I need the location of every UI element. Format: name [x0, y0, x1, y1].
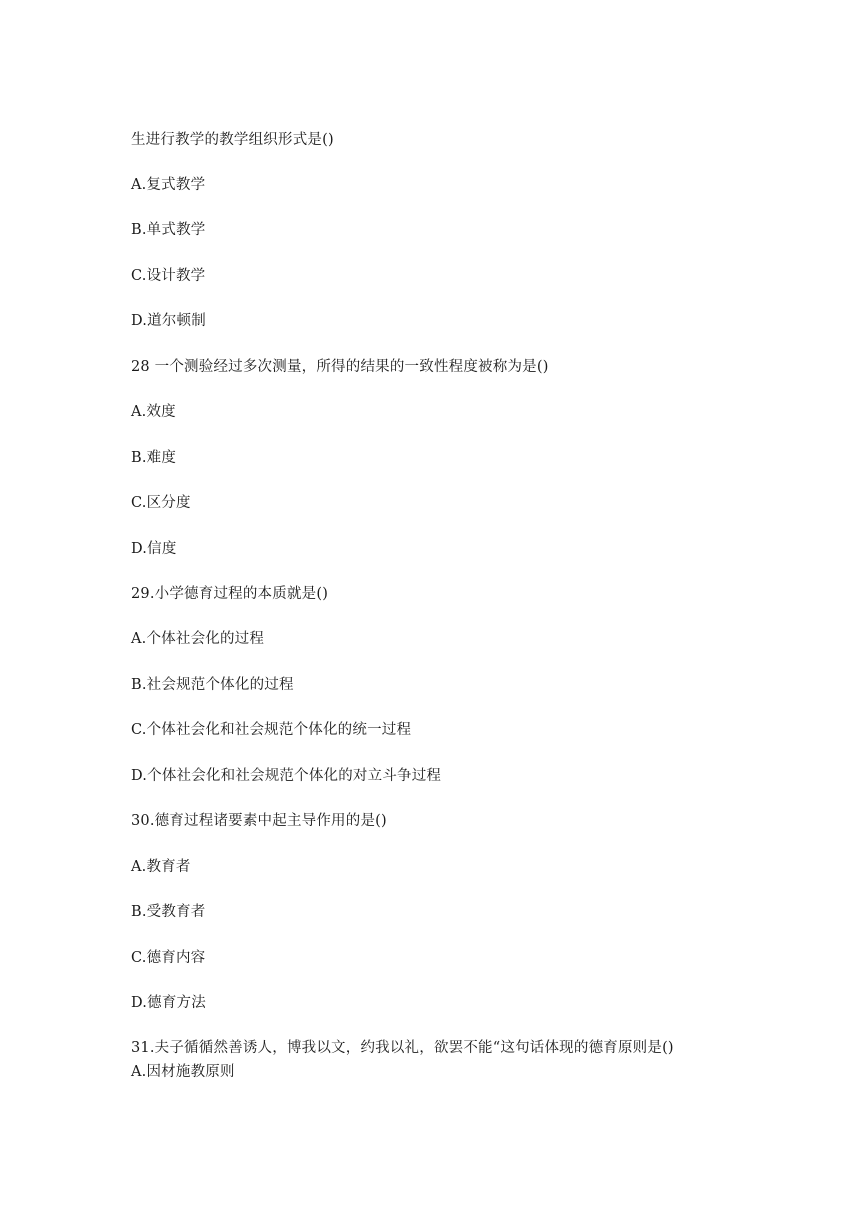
- question-31: 31.夫子循循然善诱人，博我以文，约我以礼，欲罢不能“这句话体现的德育原则是(): [131, 1040, 674, 1056]
- option-b: B.受教育者: [131, 904, 206, 920]
- question-28: 28 一个测验经过多次测量，所得的结果的一致性程度被称为是(): [131, 359, 549, 375]
- option-a: A.因材施教原则: [131, 1064, 235, 1080]
- option-c: C.个体社会化和社会规范个体化的统一过程: [131, 722, 412, 738]
- option-c: C.区分度: [131, 495, 191, 511]
- question-30: 30.德育过程诸要素中起主导作用的是(): [131, 813, 387, 829]
- option-a: A.教育者: [131, 859, 191, 875]
- question-27-stem-continuation: 生进行教学的教学组织形式是(): [131, 132, 334, 148]
- option-d: D.道尔顿制: [131, 313, 206, 329]
- option-a: A.效度: [131, 404, 176, 420]
- option-d: D.信度: [131, 541, 177, 557]
- question-29: 29.小学德育过程的本质就是(): [131, 586, 329, 602]
- option-b: B.难度: [131, 450, 177, 466]
- option-b: B.单式教学: [131, 222, 206, 238]
- option-d: D.德育方法: [131, 995, 206, 1011]
- option-c: C.德育内容: [131, 950, 206, 966]
- option-a: A.复式教学: [131, 177, 206, 193]
- option-c: C.设计教学: [131, 268, 206, 284]
- option-a: A.个体社会化的过程: [131, 631, 265, 647]
- option-d: D.个体社会化和社会规范个体化的对立斗争过程: [131, 768, 442, 784]
- option-b: B.社会规范个体化的过程: [131, 677, 294, 693]
